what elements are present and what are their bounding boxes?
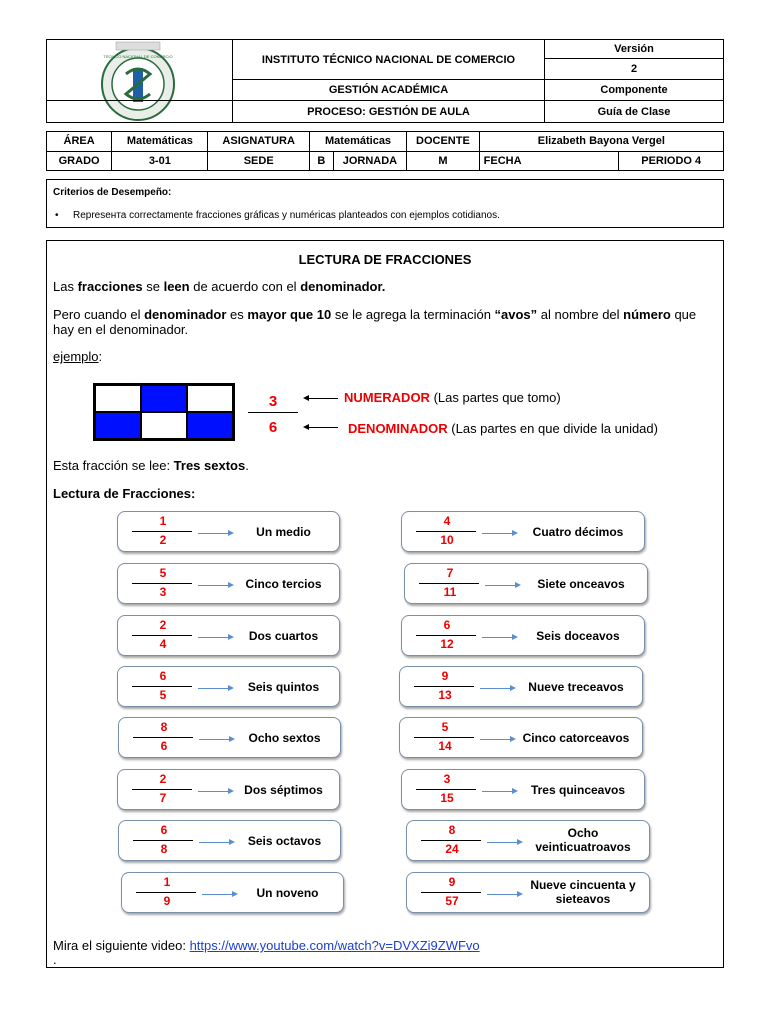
fraction-reading: Seis quintos — [247, 680, 320, 694]
teacher-label: DOCENTE — [407, 132, 479, 152]
fraction-bar — [132, 686, 192, 687]
fraction-denominator: 11 — [443, 585, 457, 599]
fraction-reading: Siete onceavos — [537, 577, 625, 591]
fraction-reading: Dos séptimos — [244, 783, 323, 797]
fraction-denominator: 9 — [163, 894, 171, 908]
header-table — [46, 39, 724, 123]
fraction-numerator: 6 — [159, 669, 167, 683]
arrow-right-icon — [198, 688, 232, 689]
fraction-numerator: 1 — [163, 875, 171, 889]
component-value: Guía de Clase — [545, 101, 724, 123]
shift-label: JORNADA — [333, 151, 406, 171]
p1-text-c: de acuerdo con el — [189, 279, 301, 294]
subject-label: ASIGNATURA — [208, 132, 309, 152]
fraction-denominator: 3 — [159, 585, 167, 599]
p2-text-a: Pero cuando el — [53, 307, 145, 322]
fraction-numerator: 7 — [446, 566, 454, 580]
p2-text-b: es — [226, 307, 248, 322]
arrow-right-icon — [487, 842, 521, 843]
video-line — [53, 938, 480, 953]
area-value: Matemáticas — [112, 132, 208, 152]
fraction-denominator: 7 — [159, 791, 167, 805]
fraction-bar — [421, 840, 481, 841]
subject-value: Matemáticas — [309, 132, 406, 152]
site-label: SEDE — [208, 151, 309, 171]
p2-bold-d: número — [623, 307, 671, 322]
teacher-value: Elizabeth Bayona Vergel — [479, 132, 723, 152]
list-title: Lectura de Fracciones: — [53, 486, 196, 501]
fraction-grid — [93, 383, 235, 441]
arrow-right-icon — [480, 739, 514, 740]
fraction-numerator: 6 — [443, 618, 451, 632]
fraction-card — [401, 769, 645, 810]
fraction-denominator: 8 — [160, 842, 168, 856]
p1-text-b: se — [142, 279, 164, 294]
fraction-card — [406, 872, 650, 913]
area-label: ÁREA — [47, 132, 112, 152]
example-denominator: 6 — [268, 419, 278, 436]
arrow-right-icon — [198, 585, 232, 586]
grid-cell-blue — [187, 412, 233, 439]
p1-bold-b: leen — [163, 279, 190, 294]
criteria-item: Represента correctamente fracciones gráficas y numéricas planteados con ejemplos cotidianos. — [73, 210, 500, 221]
fraction-numerator: 2 — [159, 772, 167, 786]
example-label — [53, 349, 102, 364]
denominator-label: DENOMINADOR — [348, 421, 448, 436]
p2-text-e: que hay en el denominador. — [53, 307, 697, 337]
arrow-right-icon — [202, 894, 236, 895]
fraction-reading: Seis doceavos — [536, 629, 620, 643]
process-name: PROCESO: GESTIÓN DE AULA — [233, 101, 545, 123]
p2-bold-a: denominador — [144, 307, 227, 322]
fraction-denominator: 6 — [160, 739, 168, 753]
fraction-bar — [132, 789, 192, 790]
fraction-numerator: 8 — [160, 720, 168, 734]
fraction-card — [404, 563, 648, 604]
p2-bold-b: mayor que 10 — [247, 307, 332, 322]
fraction-bar — [132, 531, 192, 532]
grade-label: GRADO — [47, 151, 112, 171]
fraction-numerator: 5 — [441, 720, 449, 734]
fraction-card — [399, 666, 643, 707]
example-numerator: 3 — [268, 393, 278, 410]
fraction-card — [399, 717, 643, 758]
fraction-card — [401, 615, 645, 656]
arrow-right-icon — [199, 842, 233, 843]
p1-bold-c: denominador. — [300, 279, 386, 294]
fraction-denominator: 10 — [440, 533, 454, 547]
fraction-reading: Cinco catorceavos — [522, 731, 630, 745]
fraction-card — [117, 563, 340, 604]
fraction-bar — [136, 892, 196, 893]
reads-prefix: Esta fracción se lee: — [53, 458, 174, 473]
p2-text-c: se le agrega la terminación — [331, 307, 495, 322]
grid-cell-white — [95, 385, 141, 412]
fraction-reading: Tres quinceavos — [530, 783, 626, 797]
numerator-label: NUMERADOR — [344, 390, 430, 405]
arrow-right-icon — [482, 791, 516, 792]
fraction-card — [117, 511, 340, 552]
paragraph-2 — [53, 307, 719, 337]
version-label: Versión — [545, 40, 724, 59]
arrow-right-icon — [198, 637, 232, 638]
grade-value: 3-01 — [112, 151, 208, 171]
example-fraction-bar — [248, 412, 298, 413]
fraction-denominator: 14 — [438, 739, 452, 753]
fraction-reading: Ocho veinticuatroavos — [535, 826, 631, 854]
fraction-numerator: 1 — [159, 514, 167, 528]
numerator-desc: (Las partes que tomo) — [429, 390, 561, 405]
denominator-caption — [348, 421, 658, 436]
arrow-right-icon — [198, 791, 232, 792]
bullet-icon: • — [55, 210, 59, 221]
fraction-reading: Un medio — [256, 525, 311, 539]
criteria-box — [46, 179, 724, 228]
fraction-numerator: 9 — [441, 669, 449, 683]
fraction-card — [118, 820, 341, 861]
denominator-desc: (Las partes en que divide la unidad) — [447, 421, 658, 436]
reads-line — [53, 458, 249, 473]
fraction-denominator: 15 — [440, 791, 454, 805]
fraction-card — [117, 615, 340, 656]
fraction-denominator: 4 — [159, 637, 167, 651]
paragraph-1 — [53, 279, 713, 294]
fraction-numerator: 5 — [159, 566, 167, 580]
arrow-right-icon — [198, 533, 232, 534]
example-word: ejemplo — [53, 349, 99, 364]
fraction-card — [406, 820, 650, 861]
reads-suffix: . — [245, 458, 249, 473]
fraction-numerator: 2 — [159, 618, 167, 632]
fraction-reading: Ocho sextos — [248, 731, 321, 745]
site-value: B — [309, 151, 333, 171]
trailing-dot: . — [53, 952, 57, 967]
period-value: PERIODO 4 — [619, 151, 724, 171]
fraction-bar — [414, 737, 474, 738]
fraction-numerator: 8 — [448, 823, 456, 837]
fraction-card — [401, 511, 645, 552]
arrow-right-icon — [482, 637, 516, 638]
grid-cell-white — [187, 385, 233, 412]
video-prefix: Mira el siguiente video: — [53, 938, 190, 953]
institution-name: INSTITUTO TÉCNICO NACIONAL DE COMERCIO — [233, 40, 545, 80]
version-value: 2 — [545, 58, 724, 80]
fraction-reading: Dos cuartos — [248, 629, 319, 643]
fraction-denominator: 12 — [440, 637, 454, 651]
arrow-left-icon — [305, 427, 338, 428]
video-link[interactable]: https://www.youtube.com/watch?v=DVXZi9ZWFvo — [189, 938, 480, 953]
fraction-bar — [414, 686, 474, 687]
fraction-bar — [132, 635, 192, 636]
fraction-numerator: 6 — [160, 823, 168, 837]
fraction-reading: Cinco tercios — [245, 577, 322, 591]
reads-value: Tres sextos — [173, 458, 246, 473]
management-name: GESTIÓN ACADÉMICA — [233, 80, 545, 101]
criteria-title: Criterios de Desempeño: — [53, 187, 172, 198]
fraction-bar — [416, 789, 476, 790]
fraction-bar — [133, 840, 193, 841]
fraction-numerator: 3 — [443, 772, 451, 786]
fraction-bar — [133, 737, 193, 738]
p2-bold-c: “avos” — [494, 307, 538, 322]
grid-cell-blue — [95, 412, 141, 439]
fraction-denominator: 2 — [159, 533, 167, 547]
shift-value: M — [407, 151, 479, 171]
numerator-caption — [344, 390, 561, 405]
arrow-right-icon — [482, 533, 516, 534]
fraction-bar — [416, 635, 476, 636]
fraction-card — [118, 717, 341, 758]
arrow-right-icon — [199, 739, 233, 740]
lesson-title: LECTURA DE FRACCIONES — [298, 252, 472, 267]
grid-cell-white — [141, 412, 187, 439]
fraction-card — [117, 666, 340, 707]
fraction-denominator: 13 — [438, 688, 452, 702]
p1-text-a: Las — [53, 279, 78, 294]
grid-cell-blue — [141, 385, 187, 412]
arrow-right-icon — [480, 688, 514, 689]
fraction-denominator: 57 — [445, 894, 459, 908]
fraction-denominator: 5 — [159, 688, 167, 702]
fraction-card — [121, 872, 344, 913]
fraction-bar — [421, 892, 481, 893]
fraction-bar — [132, 583, 192, 584]
arrow-right-icon — [485, 585, 519, 586]
example-colon: : — [98, 349, 103, 364]
fraction-numerator: 4 — [443, 514, 451, 528]
fraction-bar — [416, 531, 476, 532]
info-table — [46, 131, 724, 171]
fraction-reading: Seis octavos — [247, 834, 322, 848]
fraction-reading: Nueve cincuenta y sieteavos — [530, 878, 636, 906]
fraction-card — [117, 769, 340, 810]
fraction-reading: Un noveno — [256, 886, 319, 900]
arrow-right-icon — [487, 894, 521, 895]
fraction-reading: Cuatro décimos — [532, 525, 624, 539]
fraction-reading: Nueve treceavos — [528, 680, 624, 694]
component-label: Componente — [545, 80, 724, 101]
fraction-numerator: 9 — [448, 875, 456, 889]
fraction-denominator: 24 — [445, 842, 459, 856]
p2-text-d: al nombre del — [537, 307, 624, 322]
p1-bold-a: fracciones — [77, 279, 143, 294]
date-label: FECHA — [479, 151, 619, 171]
arrow-left-icon — [305, 398, 338, 399]
fraction-bar — [419, 583, 479, 584]
logo-caption: TÉCNICO NACIONAL DE COMERCIO — [103, 54, 173, 59]
